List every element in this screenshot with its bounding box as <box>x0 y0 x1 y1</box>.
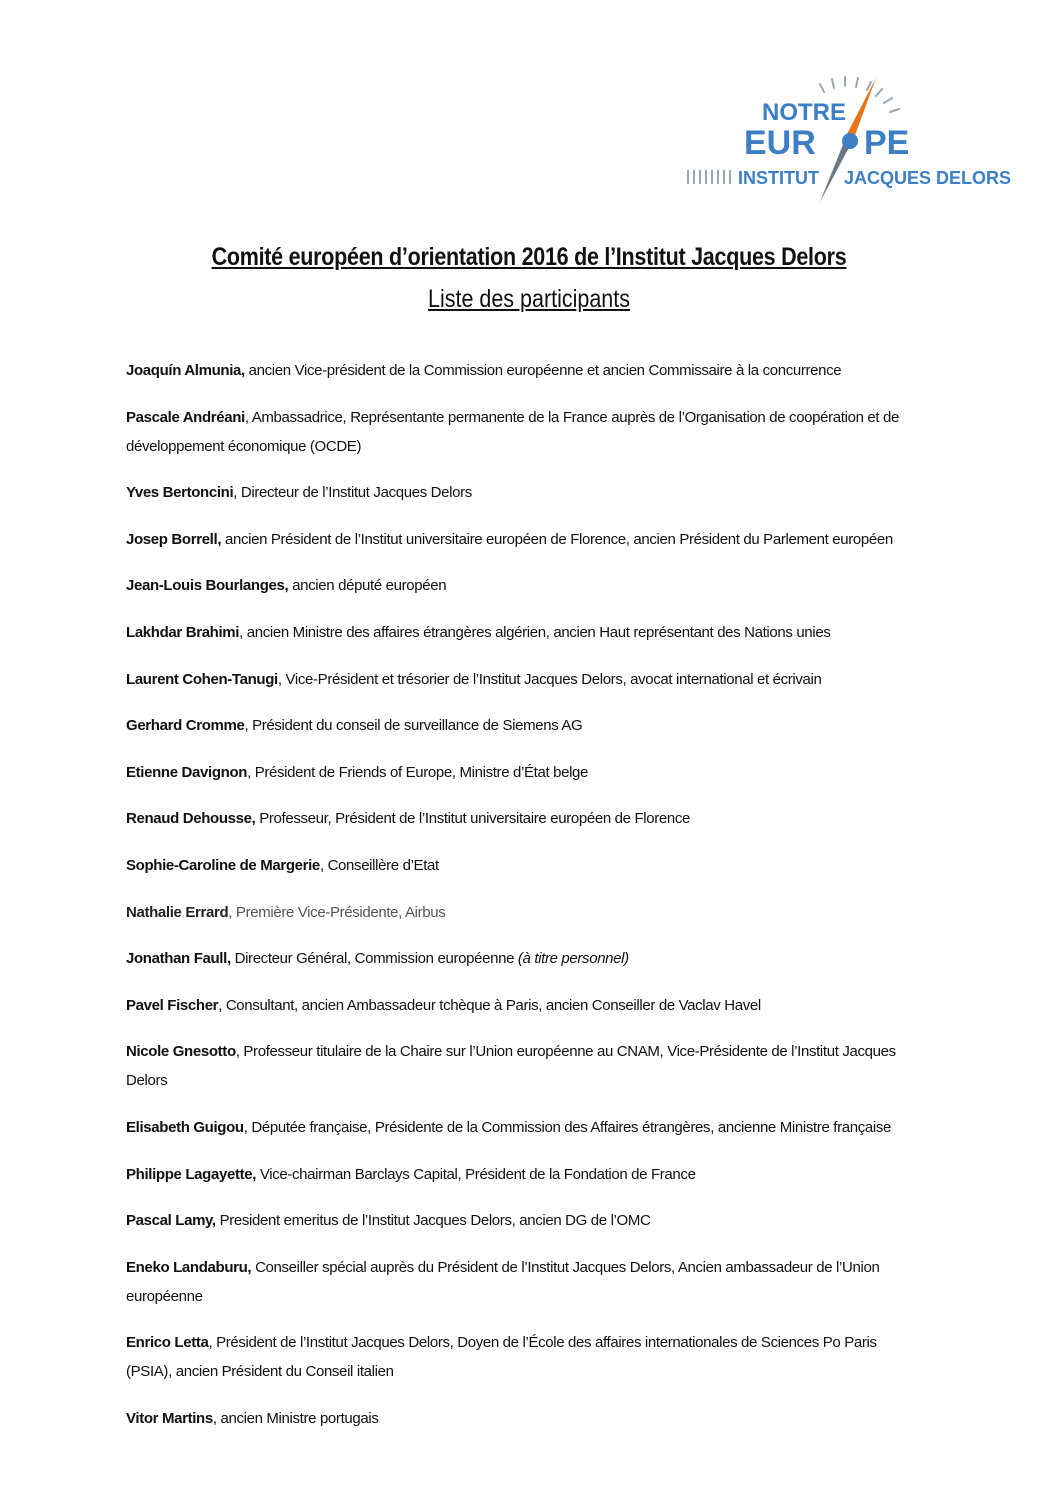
header <box>0 240 1058 316</box>
page-title: Comité européen d’orientation 2016 de l’Institut Jacques Delors <box>211 243 847 271</box>
participant-description: , Députée française, Présidente de la Commission des Affaires étrangères, ancienne Ministre française <box>243 1118 891 1136</box>
participant-description: , Première Vice-Présidente, Airbus <box>228 903 446 921</box>
participant-item <box>126 944 926 973</box>
participant-item <box>126 758 926 787</box>
svg-text:EUR: EUR <box>744 124 816 162</box>
participant-description: , Président du conseil de surveillance de Siemens AG <box>244 717 583 735</box>
participant-description: , ancien Ministre portugais <box>212 1409 379 1427</box>
participant-description: Professeur, Président de l’Institut universitaire européen de Florence <box>255 810 691 828</box>
svg-text:PE: PE <box>864 124 910 162</box>
participant-item <box>126 804 926 833</box>
participant-name: Jean-Louis Bourlanges, <box>126 577 289 595</box>
participant-item <box>126 478 926 507</box>
participant-name: Yves Bertoncini <box>126 484 234 502</box>
participant-item <box>126 1113 926 1142</box>
participant-name: Vitor Martins <box>126 1409 213 1427</box>
participant-name: Jonathan Faull, <box>126 950 231 968</box>
participant-description: , Président de l’Institut Jacques Delors, Doyen de l’École des affaires internationales de Sciences Po Paris (PSIA), ancien Président du Conseil italien <box>126 1334 877 1381</box>
participant-item <box>126 525 926 554</box>
svg-text:NOTRE: NOTRE <box>762 99 846 126</box>
notre-europe-logo <box>684 74 1012 206</box>
participant-description: , Président de Friends of Europe, Ministre d’État belge <box>247 763 589 781</box>
compass-logo-icon <box>684 74 1012 206</box>
participant-name: Elisabeth Guigou <box>126 1118 244 1136</box>
participant-item <box>126 851 926 880</box>
participant-description: , Consultant, ancien Ambassadeur tchèque à Paris, ancien Conseiller de Vaclav Havel <box>218 996 761 1014</box>
participant-description: , ancien Ministre des affaires étrangères algérien, ancien Haut représentant des Nations unies <box>239 623 831 641</box>
participant-name: Pascal Lamy, <box>126 1212 216 1230</box>
page-subtitle: Liste des participants <box>428 285 630 313</box>
participant-item <box>126 665 926 694</box>
participant-name: Nathalie Errard <box>126 903 229 921</box>
participant-name: Josep Borrell, <box>126 530 222 548</box>
participant-name: Pascale Andréani <box>126 408 245 426</box>
participant-item <box>126 356 926 385</box>
svg-text:JACQUES DELORS: JACQUES DELORS <box>844 168 1012 188</box>
participant-name: Renaud Dehousse, <box>126 810 256 828</box>
participant-description: Conseiller spécial auprès du Président de l’Institut Jacques Delors, Ancien ambassadeur de l’Union européenne <box>126 1258 880 1305</box>
participant-name: Sophie-Caroline de Margerie <box>126 856 320 874</box>
participant-item <box>126 1206 926 1235</box>
participant-description: , Professeur titulaire de la Chaire sur l’Union européenne au CNAM, Vice-Présidente de l’Institut Jacques Delors <box>126 1043 896 1090</box>
participant-item <box>126 403 926 461</box>
participant-item <box>126 1037 926 1095</box>
svg-text:INSTITUT: INSTITUT <box>738 168 819 188</box>
participant-description: Directeur Général, Commission européenne <box>230 950 518 968</box>
participant-item <box>126 1253 926 1311</box>
participant-name: Lakhdar Brahimi <box>126 623 240 641</box>
participant-name: Gerhard Cromme <box>126 717 245 735</box>
participant-item <box>126 898 926 927</box>
participant-item <box>126 991 926 1020</box>
participant-note: (à titre personnel) <box>517 950 629 968</box>
participant-description: President emeritus de l’Institut Jacques Delors, ancien DG de l’OMC <box>215 1212 651 1230</box>
participant-item <box>126 711 926 740</box>
participant-item <box>126 571 926 600</box>
participant-description: Vice-chairman Barclays Capital, Président de la Fondation de France <box>256 1165 696 1183</box>
participant-description: ancien député européen <box>288 577 447 595</box>
participant-name: Etienne Davignon <box>126 763 248 781</box>
participant-description: , Directeur de l’Institut Jacques Delors <box>233 484 472 502</box>
participant-description: , Vice-Président et trésorier de l’Institut Jacques Delors, avocat international et écrivain <box>277 670 822 688</box>
participant-description: , Conseillère d’Etat <box>319 856 439 874</box>
participant-item <box>126 1328 926 1386</box>
participant-description: ancien Président de l’Institut universitaire européen de Florence, ancien Président du Parlement européen <box>221 530 893 548</box>
participant-item <box>126 1404 926 1433</box>
participant-name: Eneko Landaburu, <box>126 1258 252 1276</box>
participant-description: , Ambassadrice, Représentante permanente de la France auprès de l’Organisation de coopération et de développement économique (OCDE) <box>126 408 900 455</box>
participant-name: Philippe Lagayette, <box>126 1165 257 1183</box>
participant-name: Joaquín Almunia, <box>126 362 245 379</box>
participant-name: Pavel Fischer <box>126 996 219 1014</box>
participant-description: ancien Vice-président de la Commission européenne et ancien Commissaire à la concurrence <box>244 362 842 379</box>
participant-list <box>126 356 926 1450</box>
participant-name: Nicole Gnesotto <box>126 1043 236 1061</box>
participant-name: Laurent Cohen-Tanugi <box>126 670 278 688</box>
participant-item <box>126 618 926 647</box>
participant-item <box>126 1160 926 1189</box>
participant-name: Enrico Letta <box>126 1334 209 1352</box>
